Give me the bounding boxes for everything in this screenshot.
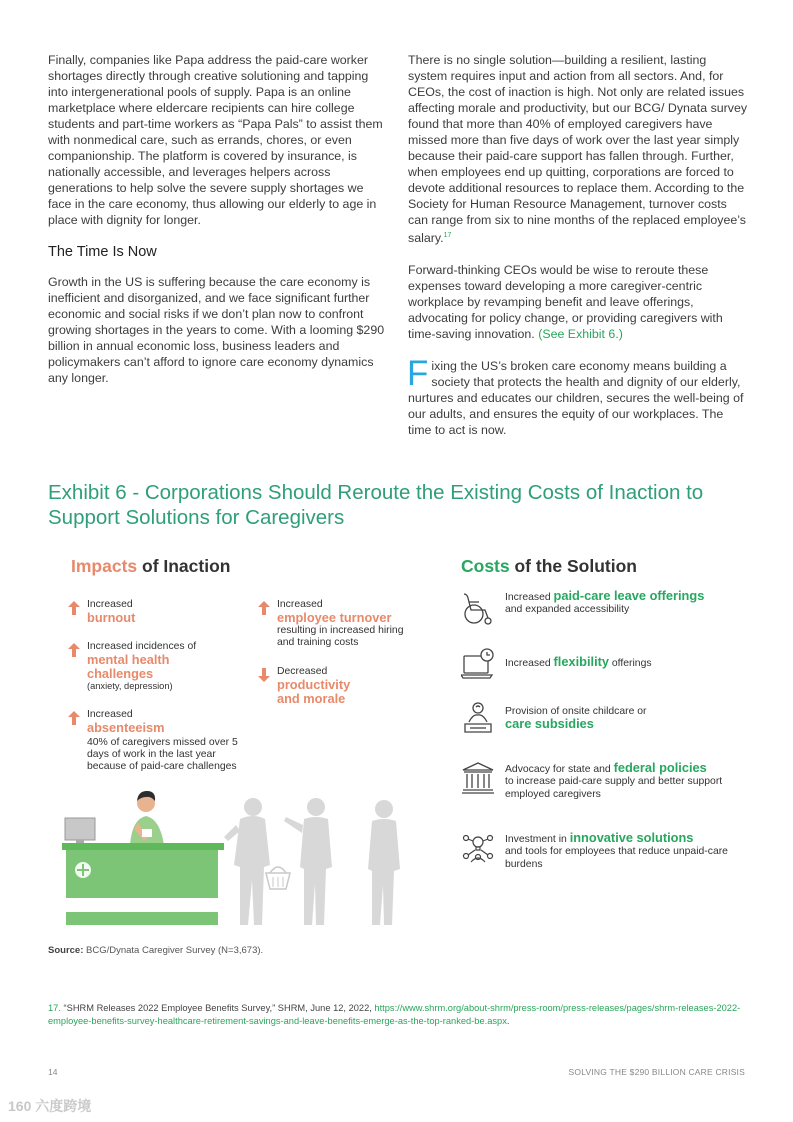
- section-heading-time-is-now: The Time Is Now: [48, 244, 157, 260]
- up-arrow-icon: [258, 601, 270, 615]
- impact-turnover: Increased employee turnover resulting in increased hiring and training costs: [277, 599, 427, 649]
- impact-burnout: Increased burnout: [87, 599, 237, 625]
- up-arrow-icon: [68, 643, 80, 657]
- impacts-heading: Impacts of Inaction: [71, 556, 231, 576]
- laptop-clock-icon: [461, 646, 495, 682]
- right-paragraph-1: There is no single solution—building a resilient, lasting system requires input and action from all sectors. And, for CEOs, the cost of inaction is high. Not only are related issues affecting morale and productivity, but our BCG/ Dynata survey found that more than 40% of employed caregivers have missed more than five days of work over the last year simply because their paid-care support has fallen through. Further, when employees end up quitting, corporations are forced to devote additional resources to replace them. According to the Society for Human Resource Management, turnover costs can range from six to nine months of the replaced employee’s salary.$^{17}$: [408, 53, 748, 246]
- down-arrow-icon: [258, 668, 270, 682]
- up-arrow-icon: [68, 601, 80, 615]
- caregiver-person-icon: [130, 791, 164, 845]
- left-paragraph-1: Finally, companies like Papa address the paid-care worker shortages directly through creative solutioning and tapping into intergenerational pools of supply. Papa is an online marketplace where eldercare recipients can hire college students and part-time workers as “Papa Pals” to assist them with nonmedical care, such as errands, chores, or even companionship. The platform is covered by insurance, is nationally accessible, and leverages helpers across generations to help solve the severe supply shortages we face in the care economy, thus allowing our elderly to age in place with dignity for longer.: [48, 53, 383, 227]
- right-paragraph-3: Fixing the US’s broken care economy means building a society that protects the health and dignity of our elderly, nurtures and educates our children, secures the well-being of our adults, and ensures the equity of our workplaces. The time to act is now.: [407, 354, 744, 438]
- running-title: SOLVING THE $290 BILLION CARE CRISIS: [568, 1067, 745, 1077]
- costs-heading: Costs of the Solution: [461, 556, 637, 576]
- footnote-17: 17. “SHRM Releases 2022 Employee Benefits Survey,” SHRM, June 12, 2022, https://www.shrm.org/about-shrm/press-room/press-releases/pages/shrm-releases-2022-employee-benefits-survey-healthcare-retirement-savings-and-leave-benefits-emerge-as-the-top-ranked-be.aspx.: [48, 1003, 741, 1026]
- page-number: 14: [48, 1067, 58, 1077]
- exhibit-source: Source: BCG/Dynata Caregiver Survey (N=3,673).: [48, 945, 264, 956]
- cost-federal-policies: Advocacy for state and federal policies to increase paid-care supply and better support employed caregivers: [461, 760, 751, 800]
- cost-innovative-solutions: Investment in innovative solutions and tools for employees that reduce unpaid-care burdens: [461, 830, 751, 870]
- cost-childcare: Provision of onsite childcare or care subsidies: [461, 700, 751, 740]
- cost-paid-care-leave: Increased paid-care leave offerings and expanded accessibility: [461, 590, 751, 630]
- left-column: [48, 52, 388, 402]
- silhouette-people-icon: [224, 798, 400, 925]
- impact-mental-health: Increased incidences of mental health challenges (anxiety, depression): [87, 641, 237, 692]
- footnote-url-link[interactable]: https://www.shrm.org/about-shrm/press-room/press-releases/pages/shrm-releases-2022-employee-benefits-survey-healthcare-retirement-savings-and-leave-benefits-emerge-as-the-top-ranked-be.aspx: [48, 1003, 741, 1026]
- right-column: [408, 52, 748, 454]
- left-paragraph-2: Growth in the US is suffering because the care economy is inefficient and disorganized, and we face significant further economic and social risks if we don’t plan now to confront growing shortages in the years to come. With a looming $290 billion in annual economic loss, business leaders and policymakers can’t afford to ignore care economy dynamics any longer.: [48, 275, 385, 385]
- footnote-ref[interactable]: 17: [443, 232, 452, 239]
- watermark-logo: 160 六度跨境: [8, 1098, 92, 1114]
- right-paragraph-2: Forward-thinking CEOs would be wise to reroute these expenses toward developing a more caregiver-centric workplace by revamping benefit and leave offerings, advocating for policy change, or providing caregivers with time-saving innovation. (See Exhibit 6.): [408, 263, 723, 342]
- impact-absenteeism: Increased absenteeism 40% of caregivers missed over 5 days of work in the last year because of paid-care challenges: [87, 709, 252, 773]
- drop-cap: F: [407, 354, 429, 394]
- counter-desk-icon: [62, 843, 224, 925]
- up-arrow-icon: [68, 711, 80, 725]
- exhibit-link[interactable]: (See Exhibit 6.): [538, 327, 623, 342]
- exhibit-title: Exhibit 6 - Corporations Should Reroute the Existing Costs of Inaction to Support Solutions for Caregivers: [48, 481, 704, 529]
- innovation-network-icon: [461, 830, 495, 866]
- impact-productivity: Decreased productivity and morale: [277, 666, 387, 705]
- cost-flexibility: Increased flexibility offerings: [461, 646, 751, 686]
- wheelchair-icon: [461, 590, 495, 626]
- computer-monitor-icon: [65, 818, 95, 845]
- childcare-icon: [461, 700, 495, 736]
- government-building-icon: [461, 760, 495, 796]
- basket-icon: [266, 867, 290, 889]
- caregiver-counter-illustration: [58, 785, 418, 930]
